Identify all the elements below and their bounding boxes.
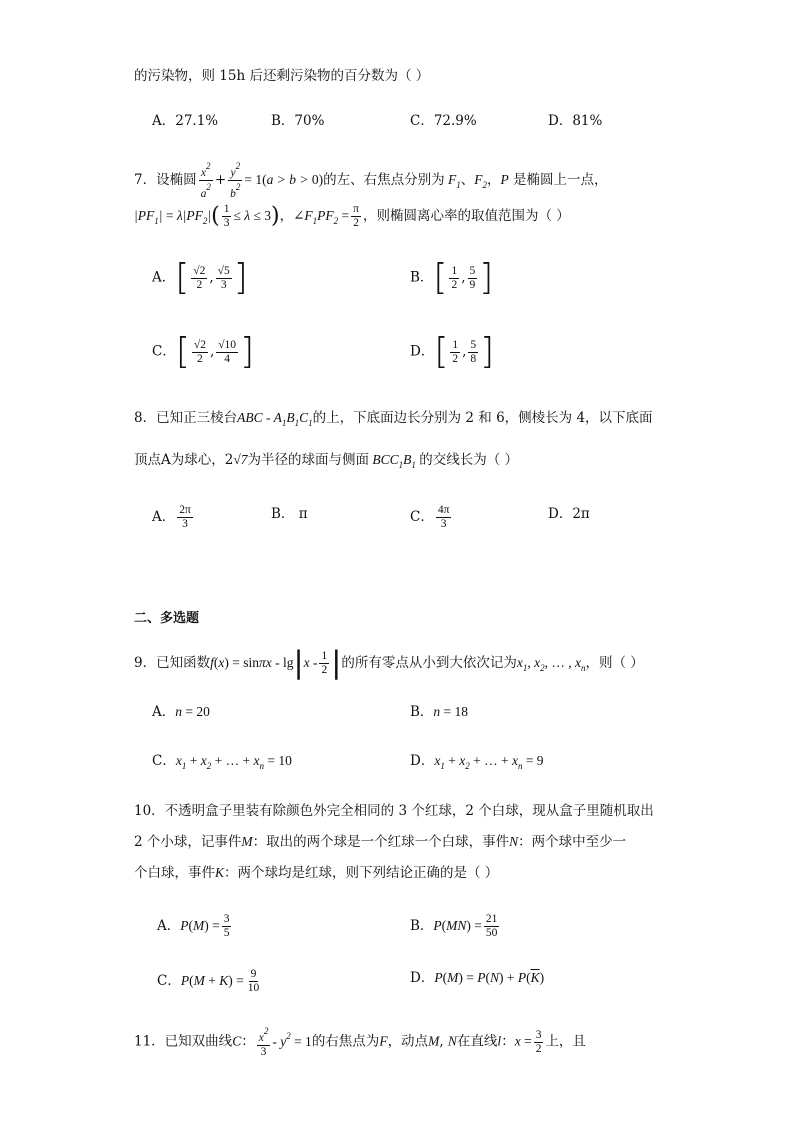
q7-option-b: B．[ $\frac{1}{2}$ , $\frac{5}{9}$ ] [410,257,494,298]
q7-comma: ， [279,208,294,224]
q10-line-1: 10．不透明盒子里装有除颜色外完全相同的 3 个红球，2 个白球，现从盒子里随机取出 [134,803,654,819]
q8-option-b: B． π [271,506,308,522]
q9-option-b: B．n = 18 [410,704,469,720]
q7-text-c: ，则椭圆离心率的取值范围为（ ） [362,208,570,224]
q8-line-2: 顶点A为球心，2√7为半径的球面与侧面 $BCC_1B_1$ 的交线长为（ ） [134,452,519,470]
q9-option-c: C．$x_1 + x_2$ + … + $x_n = 10$ [152,753,292,771]
q10-option-a: A．P(M) = $\frac{3}{5}$ [157,913,230,939]
q10-line-2: 2 个小球，记事件M：取出的两个球是一个红球一个白球，事件N：两个球中至少一 [134,834,627,850]
q6-continuation: 的污染物，则 15h 后还剩污染物的百分数为（ ） [134,68,430,84]
q8-option-a: A． $\frac{2\pi}{3}$ [152,504,191,530]
q9-line-1: 9．已知函数f(x) = sinπx - lg|x - $\frac{1}{2}$ |的所有零点从小到大依次记为$x_1$, $x_2$, … , $x_n$，则（ ） [134,645,644,681]
q7-line-1: 7．设椭圆 $\frac{x^2}{a^2}$ + $\frac{y^2}{b^2}$ = 1(a > b > 0)的左、右焦点分别为 $F_1$、$F_2$，P 是椭圆上一点， [134,161,608,200]
q7-line-2: $|PF_1| = \lambda|PF_2|$( $\frac{1}{3}$ ≤ λ ≤ 3)，$\angle F_1PF_2$ = $\frac{\pi}{2}$ ，则椭圆离心率的取值范围为（ ） [134,203,570,229]
q6-option-a: A．27.1% [152,113,219,129]
q10-option-d: D．$P(M) = P(N) + P(\overline{K})$ [410,970,545,986]
q7-option-a: A．[ $\frac{√2}{2}$ , $\frac{√5}{3}$ ] [152,257,248,298]
q7-prefix: 7．设椭圆 [134,172,197,188]
q8-option-d: D．2π [548,506,590,522]
q10-option-c: C．P(M + K) = $\frac{9}{10}$ [157,968,260,994]
q9-option-a: A．n = 20 [152,704,210,720]
q7-text-b: 是椭圆上一点， [513,172,608,188]
q6-option-d: D．81% [548,113,603,129]
q8-option-c: C． $\frac{4\pi}{3}$ [410,504,450,530]
q7-option-d: D．[ $\frac{1}{2}$ , $\frac{5}{8}$ ] [410,331,495,372]
q6-option-c: C．72.9% [410,113,477,129]
q7-option-c: C．[ $\frac{√2}{2}$ , $\frac{√10}{4}$ ] [152,331,255,372]
q7-text-a: 的左、右焦点分别为 [323,172,445,188]
q6-option-b: B．70% [271,113,325,129]
section-heading: 二、多选题 [134,611,200,626]
q9-option-d: D．$x_1 + x_2$ + … + $x_n = 9$ [410,753,544,771]
q10-option-b: B．P(MN) = $\frac{21}{50}$ [410,913,498,939]
q8-line-1: 8．已知正三棱台ABC - $A_1B_1C_1$的上，下底面边长分别为 2 和 6，侧棱长为 4，以下底面 [134,410,653,428]
q10-line-3: 个白球，事件K：两个球均是红球，则下列结论正确的是（ ） [134,865,499,881]
ellipse-y-term: $\frac{y^2}{b^2}$ [230,161,241,200]
q11-line-1: 11．已知双曲线C： $\frac{x^2}{3}$ - $y^2 = 1$的右焦点为F，动点M, N在直线l：x = $\frac{3}{2}$ 上，且 [134,1026,586,1058]
ellipse-x-term: $\frac{x^2}{a^2}$ [200,161,211,200]
